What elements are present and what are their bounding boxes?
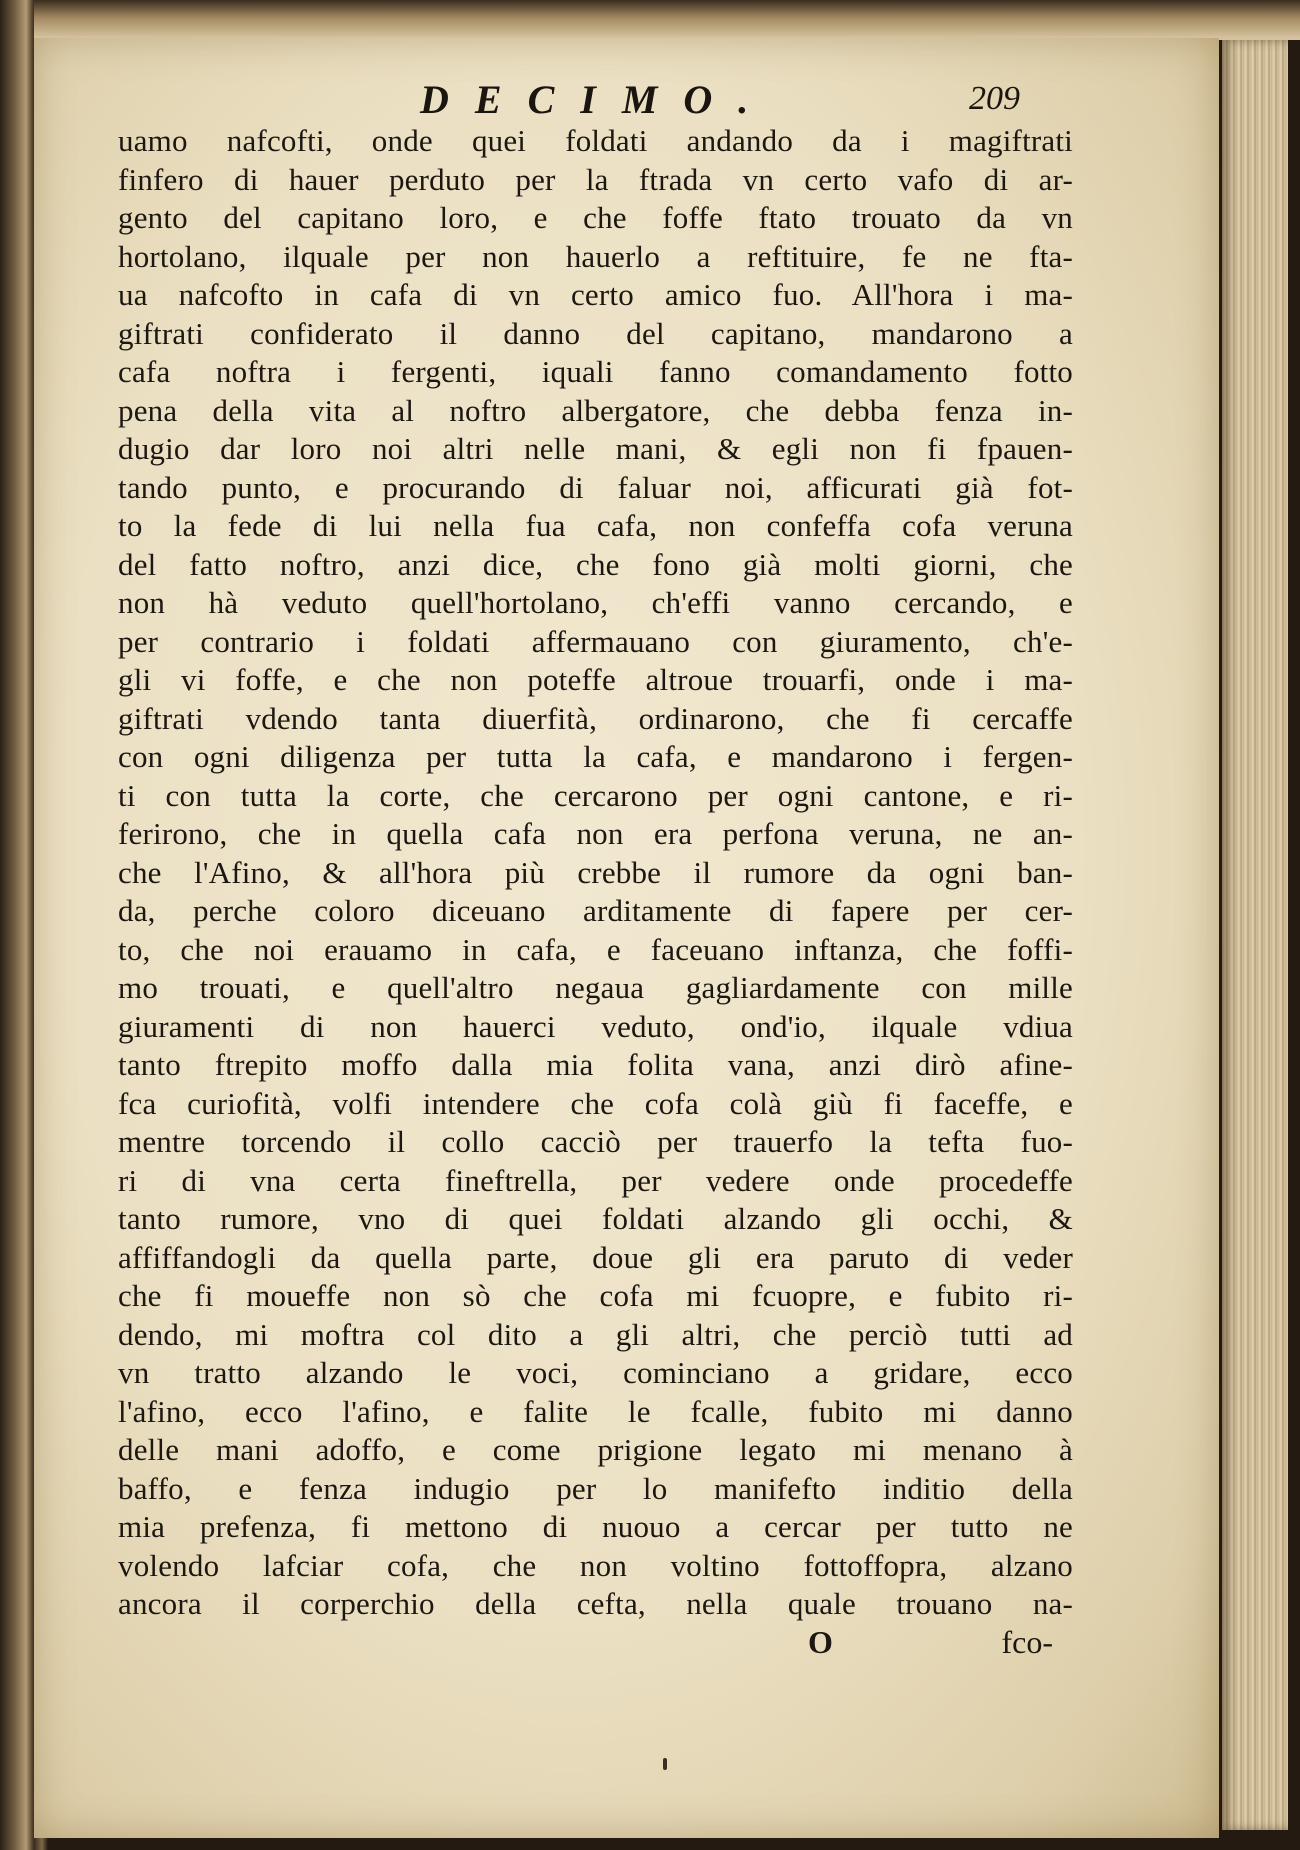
text-line: giftrati vdendo tanta diuerfità, ordinarono, che fi cercaffe [118, 700, 1073, 736]
text-line: tanto rumore, vno di quei foldati alzando gli occhi, & [118, 1201, 1073, 1236]
text-line: non hà veduto quell'hortolano, ch'effi vanno cercando, e [118, 585, 1073, 620]
text-line: vn tratto alzando le voci, cominciano a gridare, ecco [118, 1355, 1073, 1390]
text-line: che l'Afino, & all'hora più crebbe il rumore da ogni ban- [118, 854, 1073, 890]
text-line: dugio dar loro noi altri nelle mani, & egli non fi fpauen- [118, 431, 1073, 466]
text-line: con ogni diligenza per tutta la cafa, e mandarono i fergen- [118, 739, 1073, 774]
text-line: cafa noftra i fergenti, iquali fanno comandamento fotto [118, 354, 1073, 389]
page-edges [1222, 40, 1288, 1830]
text-line: hortolano, ilquale per non hauerlo a reftituire, fe ne fta- [118, 238, 1073, 274]
text-line: delle mani adoffo, e come prigione legato mi menano à [118, 1432, 1073, 1467]
text-line: uamo nafcofti, onde quei foldati andando da i magiftrati [118, 123, 1073, 158]
text-line: dendo, mi moftra col dito a gli altri, che perciò tutti ad [118, 1316, 1073, 1352]
text-line: mo trouati, e quell'altro negaua gagliardamente con mille [118, 970, 1073, 1005]
text-line: che fi moueffe non sò che cofa mi fcuopre, e fubito ri- [118, 1278, 1073, 1313]
ink-speck [663, 1758, 667, 1770]
text-line: tando punto, e procurando di faluar noi, afficurati già fot- [118, 469, 1073, 505]
text-line: per contrario i foldati affermauano con giuramento, ch'e- [118, 623, 1073, 659]
text-line: to la fede di lui nella fua cafa, non confeffa cofa veruna [118, 508, 1073, 543]
signature-mark: O [808, 1624, 833, 1660]
text-line: gli vi foffe, e che non poteffe altroue trouarfi, onde i ma- [118, 662, 1073, 697]
body-text [118, 122, 1073, 1624]
text-line: mentre torcendo il collo cacciò per trauerfo la tefta fuo- [118, 1124, 1073, 1159]
text-line: volendo lafciar cofa, che non voltino fottoffopra, alzano [118, 1547, 1073, 1583]
text-line: l'afino, ecco l'afino, e falite le fcalle, fubito mi danno [118, 1393, 1073, 1429]
text-line: ancora il corperchio della cefta, nella quale trouano na- [118, 1586, 1073, 1621]
text-line: pena della vita al noftro albergatore, che debba fenza in- [118, 392, 1073, 428]
text-line: ti con tutta la corte, che cercarono per ogni cantone, e ri- [118, 777, 1073, 813]
text-line: mia prefenza, fi mettono di nuouo a cercar per tutto ne [118, 1509, 1073, 1544]
text-line: giuramenti di non hauerci veduto, ond'io, ilquale vdiua [118, 1008, 1073, 1044]
catchword: fco- [1001, 1624, 1053, 1660]
catchline [118, 1624, 1073, 1664]
text-line: giftrati confiderato il danno del capitano, mandarono a [118, 315, 1073, 351]
page-number: 209 [969, 80, 1020, 117]
text-line: baffo, e fenza indugio per lo manifefto inditio della [118, 1470, 1073, 1506]
running-head-title: DECIMO. [420, 77, 775, 122]
text-line: tanto ftrepito moffo dalla mia folita vana, anzi dirò afine- [118, 1047, 1073, 1082]
text-line: affiffandogli da quella parte, doue gli era paruto di veder [118, 1239, 1073, 1275]
text-line: finfero di hauer perduto per la ftrada vn certo vafo di ar- [118, 161, 1073, 197]
text-line: gento del capitano loro, e che foffe ftato trouato da vn [118, 200, 1073, 235]
text-line: ri di vna certa fineftrella, per vedere onde procedeffe [118, 1162, 1073, 1198]
text-line: del fatto noftro, anzi dice, che fono già molti giorni, che [118, 546, 1073, 582]
text-line: fca curiofità, volfi intendere che cofa colà giù fi faceffe, e [118, 1085, 1073, 1121]
text-line: to, che noi erauamo in cafa, e faceuano inftanza, che foffi- [118, 931, 1073, 967]
running-head [400, 76, 1020, 126]
text-line: ferirono, che in quella cafa non era perfona veruna, ne an- [118, 816, 1073, 851]
page-top-shadow [34, 0, 1300, 40]
text-line: ua nafcofto in cafa di vn certo amico fuo. All'hora i ma- [118, 277, 1073, 312]
text-line: da, perche coloro diceuano arditamente di fapere per cer- [118, 893, 1073, 928]
